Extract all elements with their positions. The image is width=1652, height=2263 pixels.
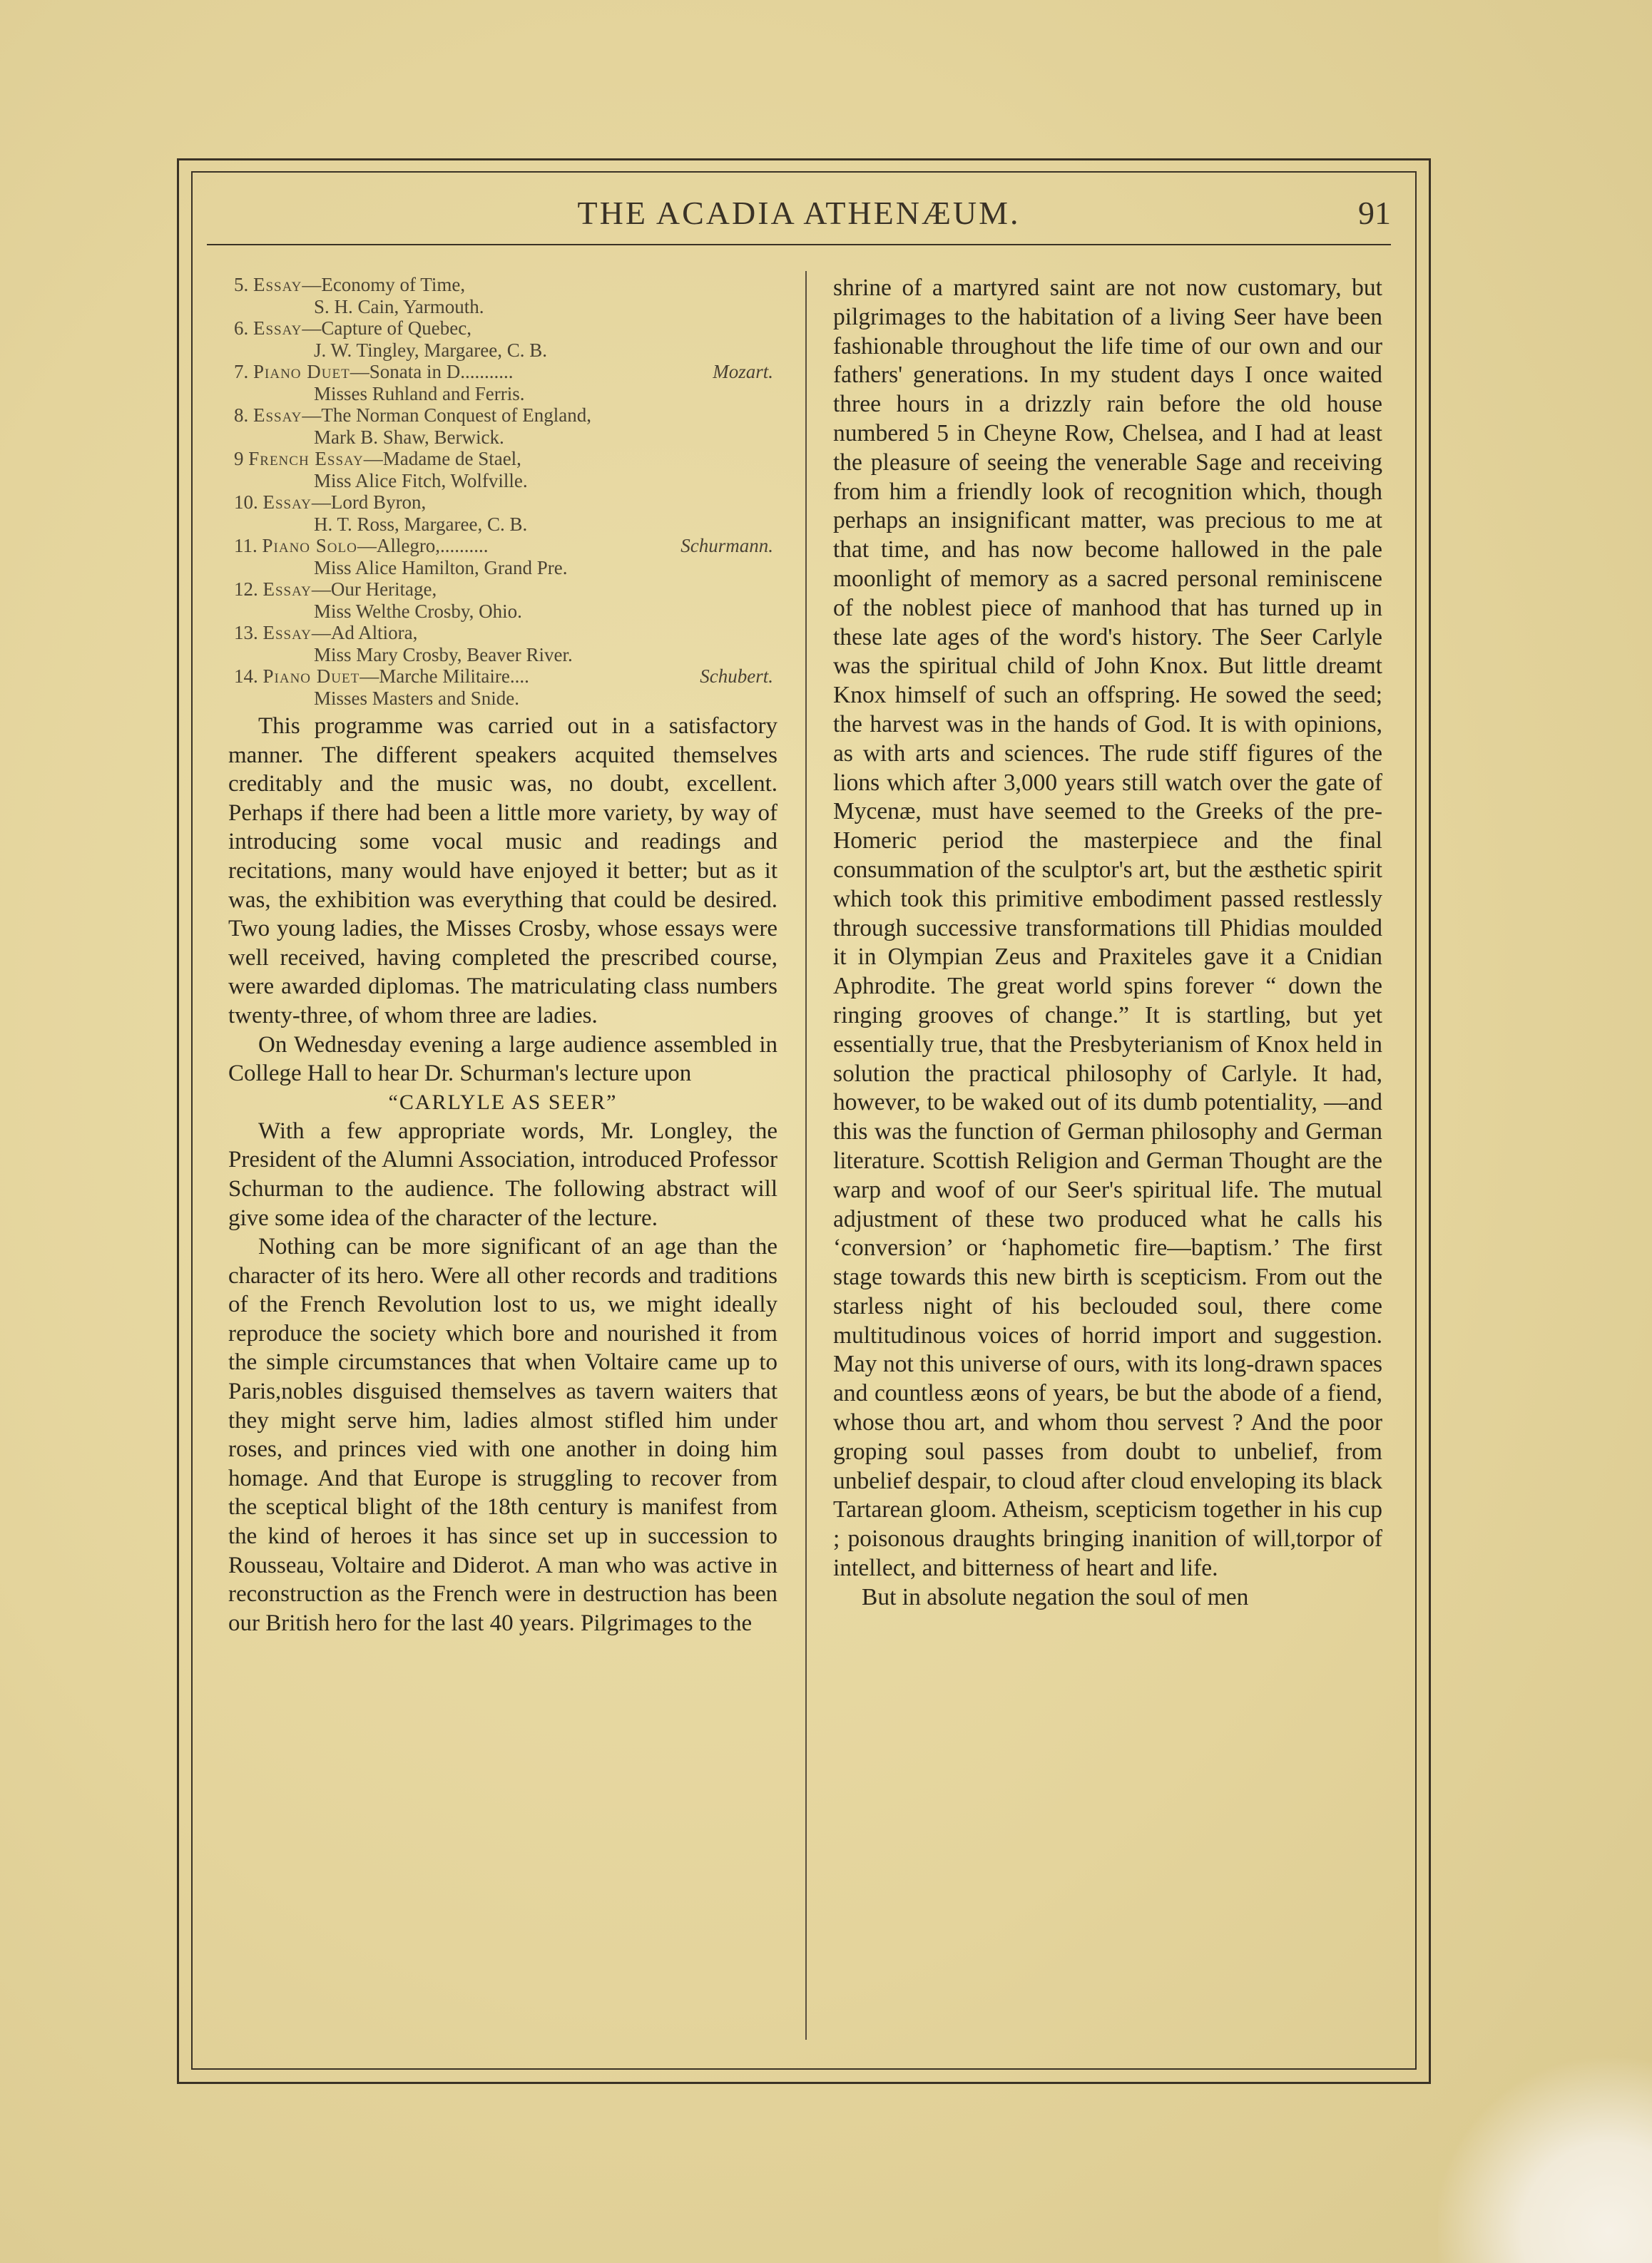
programme-kind: Essay [253,274,302,295]
programme-title: —Ad Altiora, [311,622,418,643]
programme-item [228,665,777,709]
programme-kind: Piano Duet [253,361,350,382]
programme-item [228,622,777,665]
programme-number: 13. [234,622,263,643]
programme-item-heading [228,317,777,339]
programme-kind: French Essay [248,448,364,469]
programme-kind: Essay [253,317,302,339]
programme-number: 5. [234,274,253,295]
programme-title: —Economy of Time, [302,274,466,295]
paragraph: On Wednesday evening a large audience assembled in College Hall to hear Dr. Schurman's lecture upon [228,1031,777,1087]
programme-item-heading [228,535,777,557]
programme-item [228,535,777,578]
programme-kind: Essay [262,491,312,513]
programme-number: 11. [234,535,262,556]
right-column [833,274,1382,1613]
programme-performer: S. H. Cain, Yarmouth. [314,295,484,317]
programme-performer: J. W. Tingley, Margaree, C. B. [314,339,548,361]
paragraph: But in absolute negation the soul of men [862,1583,1249,1610]
programme-list [228,274,777,709]
paragraph: Nothing can be more significant of an age than the character of its hero. Were all other records and traditions of the French Revolution lost to us, we might ideally reproduce the society which bore and nourished it from the simple circumstances that when Voltaire came up to Paris,nobles disguised themselves as tavern waiters that they might serve him, ladies almost stifled him under roses, and princes vied with one another in doing him homage. And that Europe is struggling to recover from the sceptical blight of the 18th century is manifest from the kind of heroes it has since set up in succession to Rousseau, Voltaire and Diderot. A man who was active in reconstruction as the French were in destruction has been our British hero for the last 40 years. Pilgrimages to the [228,1234,777,1636]
programme-title: —Madame de Stael, [363,448,521,469]
programme-item [228,317,777,361]
programme-item-heading [228,578,777,601]
programme-title: —The Norman Conquest of England, [302,404,592,426]
programme-composer: Schubert. [700,665,773,687]
programme-number: 10. [234,491,263,513]
programme-item-heading [228,404,777,426]
programme-item-heading [228,665,777,688]
programme-kind: Piano Duet [262,665,360,687]
programme-performer: Miss Welthe Crosby, Ohio. [314,600,522,622]
programme-item-heading [228,361,777,383]
programme-performer: Mark B. Shaw, Berwick. [314,426,504,448]
programme-performer: Miss Mary Crosby, Beaver River. [314,643,573,665]
page-number: 91 [1358,195,1391,231]
programme-performer: Misses Ruhland and Ferris. [314,382,525,404]
programme-item [228,448,777,491]
programme-item [228,361,777,404]
programme-number: 14. [234,665,263,687]
lecture-title: “CARLYLE AS SEER” [388,1090,618,1114]
programme-title: —Allegro,.......... [357,535,489,556]
paper-stain [1438,2049,1652,2263]
programme-item [228,404,777,448]
column-divider [805,271,807,2040]
programme-item-heading [228,274,777,296]
paragraph: With a few appropriate words, Mr. Longley, the President of the Alumni Association, introduced Professor Schurman to the audience. The following abstract will give some idea of the character of the lecture. [228,1118,777,1231]
programme-performer: H. T. Ross, Margaree, C. B. [314,513,528,535]
paragraph: This programme was carried out in a satisfactory manner. The different speakers acquited themselves creditably and the music was, no doubt, excellent. Perhaps if there had been a little more variety, by way of introducing some vocal music and readings and recitations, many would have enjoyed it better; but as it was, the exhibition was everything that could be desired. Two young ladies, the Misses Crosby, whose essays were well received, having completed the prescribed course, were awarded diplomas. The matriculating class numbers twenty-three, of whom three are ladies. [228,713,777,1028]
programme-number: 9 [234,448,249,469]
paragraph: shrine of a martyred saint are not now customary, but pilgrimages to the habitation of a living Seer have been fashionable throughout the life time of our own and our fathers' generations. In my student days I once waited three hours in a drizzly rain before the old house numbered 5 in Cheyne Row, Chelsea, and I had at least the pleasure of seeing the venerable Sage and receiving from him a friendly look of recognition which, though perhaps an insignificant matter, was precious to me at that time, and has now become hallowed in the pale moonlight of memory as a sacred personal reminiscene of the noblest piece of manhood that has turned up in these late ages of the word's history. The Seer Carlyle was the spiritual child of John Knox. But little dreamt Knox himself of such an offspring. He sowed the seed; the harvest was in the hands of God. It is with opinions, as with arts and sciences. The rude stiff figures of the lions which after 3,000 years still watch over the gate of Mycenæ, must have seemed to the Greeks of the pre-Homeric period the masterpiece and the final consummation of the sculptor's art, but the æsthetic spirit which took this primitive embodiment passed restlessly through successive transformations till Phidias moulded it in Olympian Zeus and Praxiteles gave it a Cnidian Aphrodite. The great world spins forever “ down the ringing grooves of change.” It is startling, but yet essentially true, that the Presbyterianism of Knox held in solution the practical philosophy of Carlyle. It had, however, to be waked out of its dumb potentiality, —and this was the function of German philosophy and German literature. Scottish Religion and German Thought are the warp and woof of our Seer's spiritual life. The mutual adjustment of these two produced what he calls his ‘conversion’ or ‘haphometic fire—baptism.’ The first stage towards this new birth is scepticism. From out the starless night of his beclouded soul, there come multitudinous voices of horrid import and suggestion. May not this universe of ours, with its long-drawn spaces and countless æons of years, be but the abode of a fiend, whose thou art, and whom thou servest ? And the poor groping soul passes from doubt to unbelief, from unbelief despair, to cloud after cloud enveloping its black Tartarean gloom. Atheism, scepticism together in his cup ; poisonous draughts bringing inanition of will,torpor of intellect, and bitterness of heart and life. [833,275,1382,1582]
page-header [207,187,1391,245]
running-title: THE ACADIA ATHENÆUM. [577,195,1021,231]
programme-composer: Schurmann. [680,535,773,556]
programme-performer: Miss Alice Hamilton, Grand Pre. [314,556,568,578]
programme-item [228,578,777,622]
programme-performer: Misses Masters and Snide. [314,687,519,709]
programme-item [228,491,777,535]
programme-kind: Piano Solo [262,535,357,556]
programme-title: —Lord Byron, [311,491,427,513]
programme-item-heading [228,448,777,470]
programme-kind: Essay [262,622,312,643]
programme-title: —Sonata in D........... [350,361,514,382]
programme-kind: Essay [262,578,312,600]
programme-number: 7. [234,361,253,382]
programme-kind: Essay [253,404,302,426]
programme-number: 6. [234,317,253,339]
programme-performer: Miss Alice Fitch, Wolfville. [314,469,528,491]
programme-number: 12. [234,578,263,600]
programme-number: 8. [234,404,253,426]
programme-title: —Marche Militaire.... [360,665,529,687]
left-column [228,274,777,1638]
programme-item [228,274,777,317]
programme-title: —Our Heritage, [311,578,437,600]
programme-item-heading [228,491,777,514]
programme-composer: Mozart. [713,361,773,382]
programme-item-heading [228,622,777,644]
programme-title: —Capture of Quebec, [302,317,471,339]
